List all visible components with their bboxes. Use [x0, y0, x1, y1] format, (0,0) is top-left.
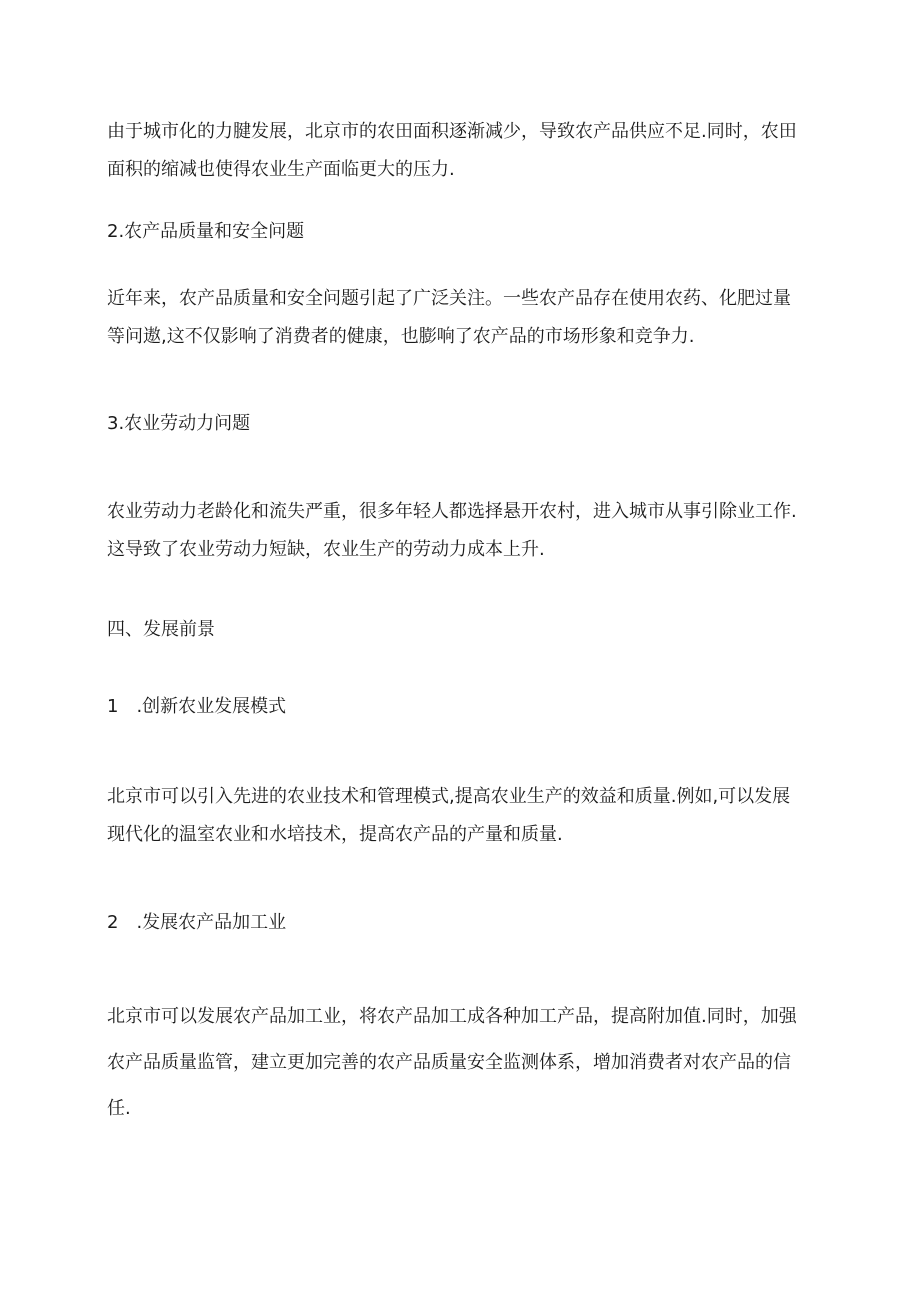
- text-line: 农业劳动力老龄化和流失严重，很多年轻人都选择悬开农村，进入城市从事引除业工作.: [107, 501, 797, 522]
- heading-text: .创新农业发展模式: [136, 696, 287, 717]
- heading-quality-safety: 2.农产品质量和安全问题: [107, 221, 305, 242]
- paragraph-labor: [107, 493, 819, 569]
- text-line: 北京市可以发展农产品加工业，将农产品加工成各种加工产品，提高附加值.同时，加强: [107, 1006, 797, 1027]
- text-line: 等问遨,这不仅影响了消费者的健康，也膨响了农产品的市场形象和竞争力.: [107, 326, 695, 347]
- paragraph-quality-safety: [107, 280, 819, 356]
- text-line: 这导致了农业劳动力短缺，农业生产的劳动力成本上升.: [107, 539, 545, 560]
- heading-innovate-model: [107, 695, 286, 719]
- heading-processing-industry: [107, 911, 286, 935]
- text-line: 北京市可以引入先进的农业技术和管理模式,提高农业生产的效益和质量.例如,可以发展: [107, 786, 791, 807]
- heading-number: 2: [107, 912, 119, 933]
- text-line: 由于城市化的力腱发展，北京市的农田面积逐渐减少，导致农产品供应不足.同时，农田: [107, 121, 797, 142]
- heading-text: .发展农产品加工业: [136, 912, 287, 933]
- text-line: 现代化的温室农业和水培技术，提高农产品的产量和质量.: [107, 824, 563, 845]
- text-line: 面积的缩减也使得农业生产面临更大的压力.: [107, 159, 455, 180]
- text-line: 任.: [107, 1098, 131, 1119]
- heading-labor: 3.农业劳动力问题: [107, 413, 251, 434]
- paragraph-innovate-model: [107, 778, 819, 854]
- heading-number: 1: [107, 696, 119, 717]
- paragraph-processing-industry: [107, 994, 819, 1132]
- paragraph-farmland: [107, 113, 819, 189]
- text-line: 近年来，农产品质量和安全问题引起了广泛关注。一些农产品存在使用农药、化肥过量: [107, 288, 791, 309]
- text-line: 农产品质量监管，建立更加完善的农产品质量安全监测体系，增加消费者对农产品的信: [107, 1052, 791, 1073]
- heading-section-prospects: 四、发展前景: [107, 619, 215, 640]
